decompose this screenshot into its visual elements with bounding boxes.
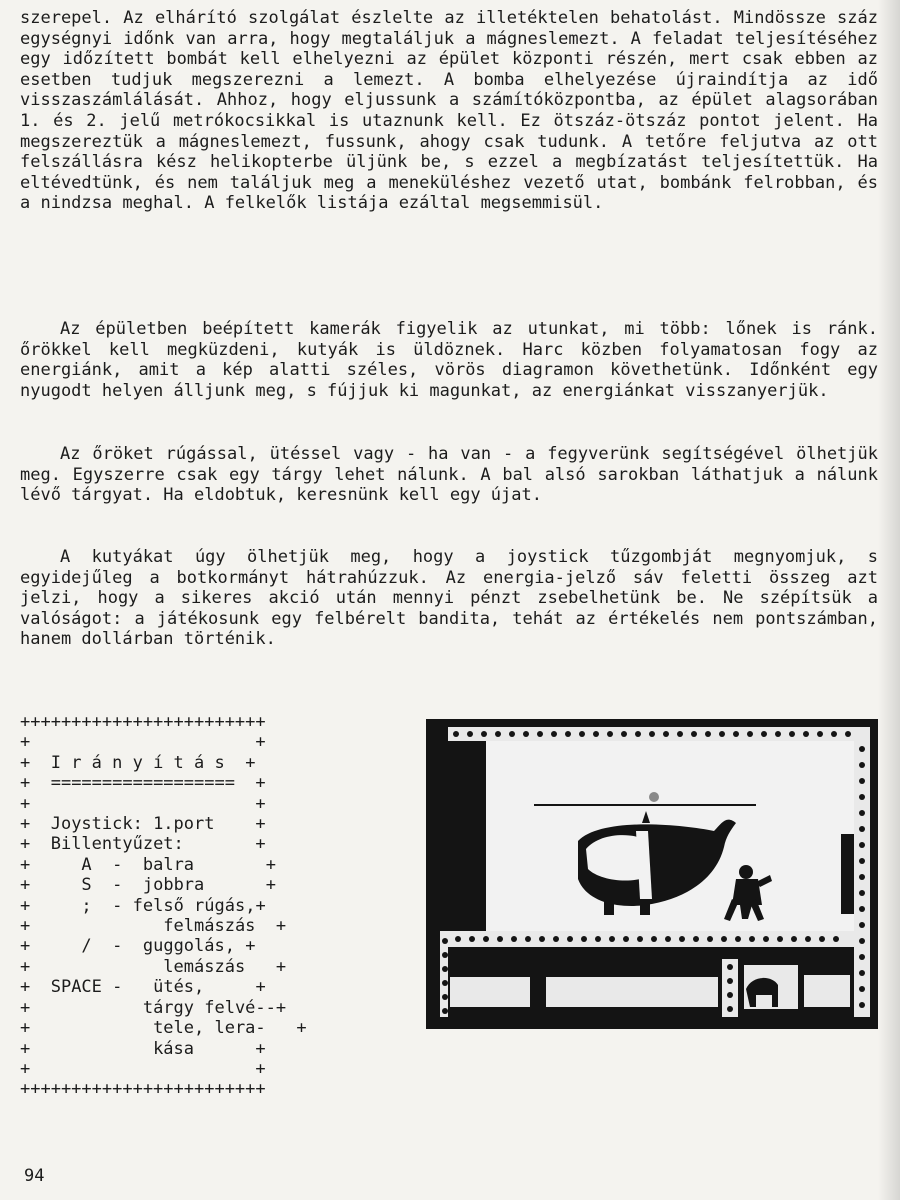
box-edge: + +	[20, 732, 266, 753]
page-number: 94	[24, 1166, 45, 1186]
box-edge: +	[20, 834, 51, 855]
key-a-action: balra	[142, 854, 195, 875]
box-edge: +	[20, 773, 51, 794]
key-space-action-3: tele, lera-	[153, 1018, 266, 1039]
keyboard-label: Billentyűzet:	[50, 834, 184, 855]
key-semicolon-action-1: felső rúgás,	[132, 895, 256, 916]
box-border-bottom: ++++++++++++++++++++++++	[20, 1079, 266, 1100]
controls-box: ++++++++++++++++++++++++ + + + I r á n y í t á s + + ================== + + + + Joystick: 1.port + + Billentyűzet: + + A - balra + + S - jobbra + + ; - felső rúgás,+ + felmászás + + / - guggolás, + + lemászás + + SPACE - ütés, + + tárgy felvé--+ + tele, lera- + + kása + + + ++++++++++++++++++++++++	[20, 712, 307, 1100]
box-edge: +	[20, 814, 51, 835]
binding-shadow	[878, 0, 900, 1200]
box-edge: + +	[20, 793, 266, 814]
key-space-action-4: kása	[153, 1038, 195, 1059]
paragraph-dogs: A kutyákat úgy ölhetjük meg, hogy a joystick tűzgombját megnyomjuk, s egyidejűleg a botkormányt hátrahúzzuk. Az energia-jelző sáv feletti összeg azt jelzi, hogy a sikeres akció után mennyi pénzt zsebelhetünk be. Ne szépítsük a valóságot: a játékosunk egy felbérelt bandita, tehát az értékelés nem pontszámban, hanem dollárban történik.	[20, 547, 878, 650]
key-slash-action-2: lemászás	[163, 956, 246, 977]
key-a: A	[81, 854, 92, 875]
paragraph-guards: Az őröket rúgással, ütéssel vagy - ha van - a fegyverünk segítségével ölhetjük meg. Egyszerre csak egy tárgy lehet nálunk. A bal alsó sarokban láthatjuk a nálunk lévő tárgyat. Ha eldobtuk, keresnünk kell egy újat.	[20, 444, 878, 506]
box-border-top: ++++++++++++++++++++++++	[20, 712, 266, 732]
key-space-action-1: ütés,	[153, 977, 205, 998]
paragraph-cameras: Az épületben beépített kamerák figyelik az utunkat, mi több: lőnek is ránk. őrökkel kell megküzdeni, kutyák is üldöznek. Harc közben folyamatosan fogy az energiánk, amit a kép alatti széles, vörös diagramon követhetünk. Időnként egy nyugodt helyen álljunk meg, s fújjuk ki magunkat, az energiánkat visszanyerjük.	[20, 319, 878, 401]
key-slash: /	[81, 936, 92, 957]
key-semicolon: ;	[81, 895, 92, 916]
controls-title-underline: ==================	[50, 773, 235, 794]
game-scene-illustration	[426, 719, 878, 1029]
key-slash-action-1: guggolás,	[142, 936, 235, 957]
controls-title: I r á n y í t á s	[50, 752, 225, 773]
game-screenshot	[426, 719, 878, 1029]
box-edge: +	[20, 752, 51, 773]
key-space: SPACE	[50, 977, 102, 998]
joystick-line: Joystick: 1.port	[50, 814, 215, 835]
box-edge: + +	[20, 1058, 266, 1079]
key-s-action: jobbra	[142, 875, 205, 896]
key-space-action-2: tárgy felvé-	[142, 997, 266, 1018]
key-s: S	[81, 875, 92, 896]
paragraph-mission: szerepel. Az elhárító szolgálat észlelte az illetéktelen behatolást. Mindössze száz egységnyi időnk van arra, hogy megtaláljuk a mágneslemezt. A feladat teljesítéséhez egy időzített bombát kell elhelyezni az épület központi részén, mert csak ebben az esetben tudjuk megszerezni a lemezt. A bomba elhelyezése újraindítja az idő visszaszámlálását. Ahhoz, hogy eljussunk a számítóközpontba, az épület alagsorában 1. és 2. jelű metrókocsikkal is utaznunk kell. Ez ötszáz-ötszáz pontot jelent. Ha megszereztük a mágneslemezt, fussunk, ahogy csak tudunk. A tetőre feljutva az ott felszállásra kész helikopterbe üljünk be, s ezzel a megbízatást teljesítettük. Ha eltévedtünk, és nem találjuk meg a meneküléshez vezető utat, bombánk felrobban, és a nindzsa meghal. A felkelők listája ezáltal megsemmisül.	[20, 8, 878, 214]
key-semicolon-action-2: felmászás	[163, 916, 256, 937]
